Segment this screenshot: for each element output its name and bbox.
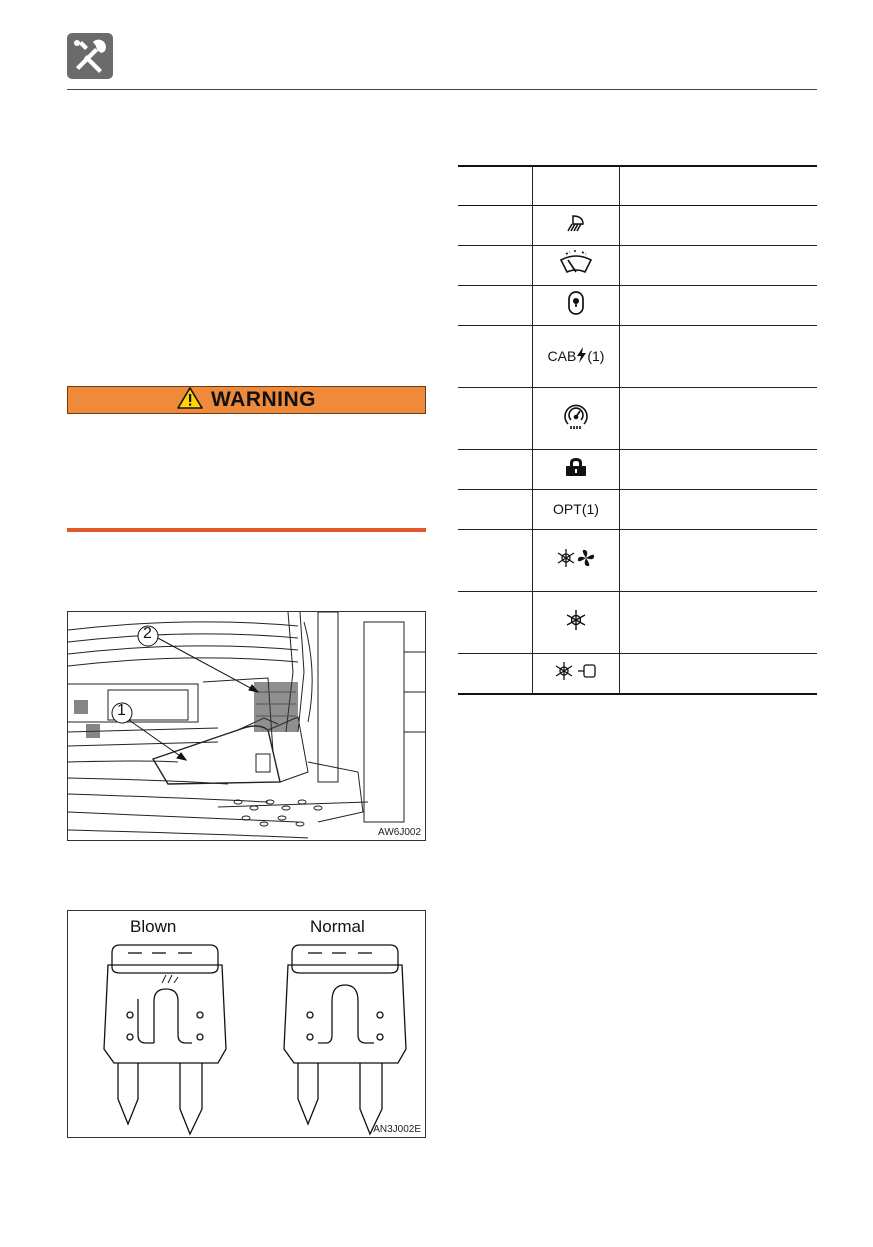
gauge-icon [562, 417, 590, 434]
table-row [458, 530, 817, 592]
table-row [458, 388, 817, 450]
figure-code: AW6J002 [378, 827, 421, 838]
callout-2: 2 [143, 625, 152, 642]
warning-label: WARNING [211, 388, 316, 411]
ac-icon [565, 618, 587, 635]
optional-icon: OPT(1) [553, 500, 599, 517]
wiper-icon [557, 263, 595, 280]
callout-1: 1 [117, 702, 126, 719]
table-row [458, 592, 817, 654]
table-row [458, 490, 817, 530]
header-rule [67, 89, 817, 90]
fuse-comparison-figure [67, 910, 426, 1138]
figure-code: AN3J002E [373, 1124, 421, 1135]
table-row [458, 246, 817, 286]
ac-fan-icon [556, 555, 596, 572]
table-row [458, 450, 817, 490]
table-row [458, 206, 817, 246]
work-light-icon [565, 221, 587, 238]
warning-triangle-icon [177, 387, 203, 414]
warning-banner [67, 386, 426, 414]
table-row [458, 286, 817, 326]
table-row [458, 326, 817, 388]
tools-icon [67, 33, 113, 79]
lock-icon [567, 303, 585, 320]
cab-power-icon: CAB (1) [547, 348, 605, 364]
label-normal: Normal [310, 917, 365, 936]
fuse-box-location-figure [67, 611, 426, 841]
section-rule [67, 528, 426, 532]
fuse-table [458, 165, 817, 695]
ac-compressor-icon [554, 668, 598, 685]
padlock-icon [564, 464, 588, 481]
table-header-row [458, 166, 817, 206]
table-row [458, 654, 817, 694]
label-blown: Blown [130, 917, 177, 936]
